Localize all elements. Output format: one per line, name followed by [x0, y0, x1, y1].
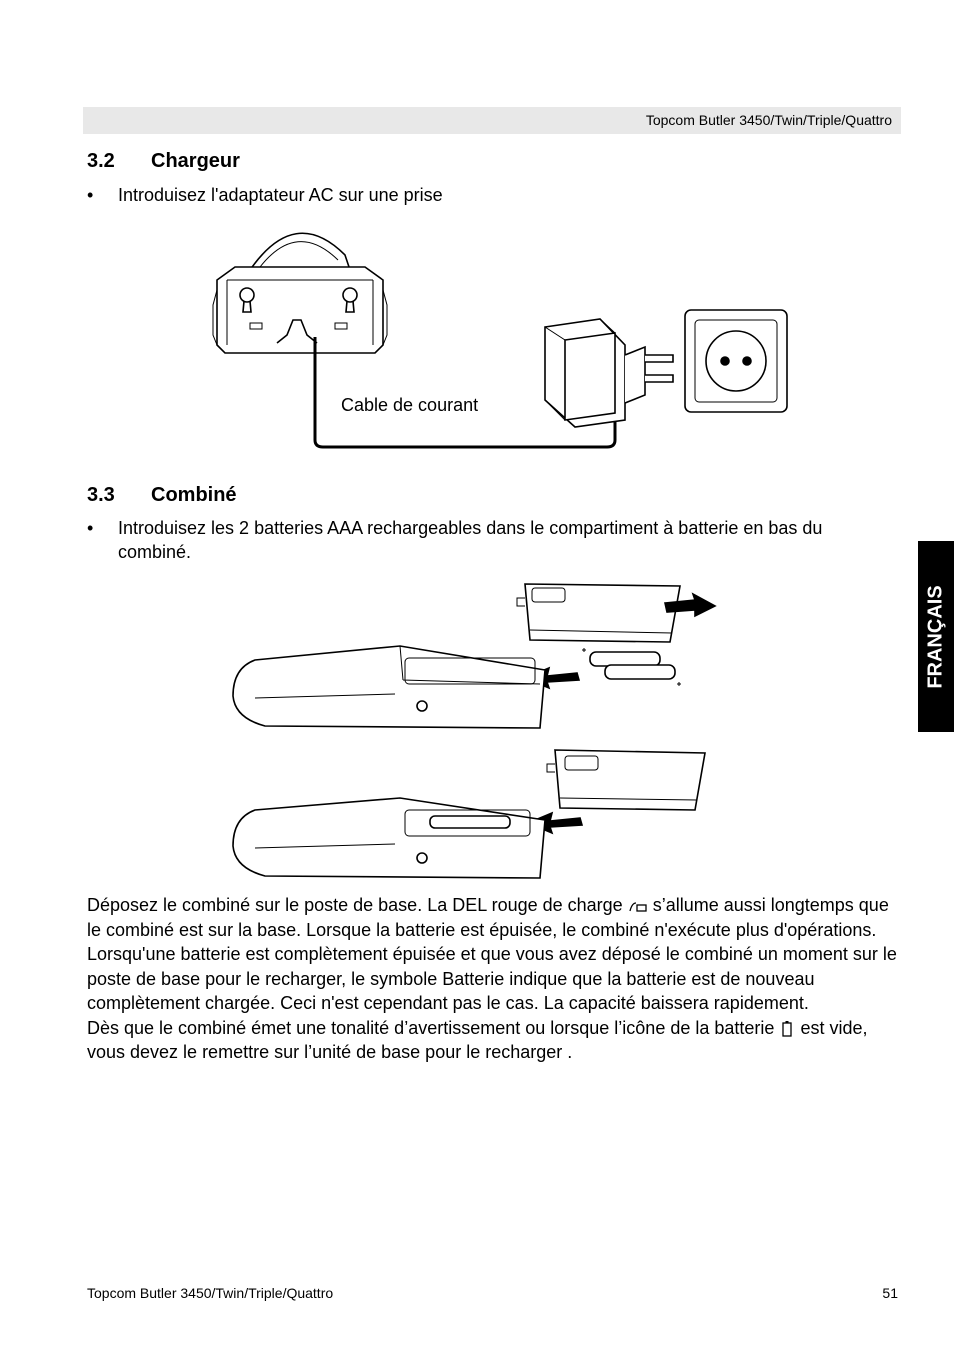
language-side-tab [918, 541, 954, 732]
paragraph-text-2b: est vide, vous devez le remettre sur l’unité de base pour le recharger . [87, 1017, 868, 1062]
body-paragraph [87, 893, 899, 1065]
cable-label: Cable de courant [341, 395, 479, 415]
paragraph-text-2a: Dès que le combiné émet une tonalité d’avertissement ou lorsque l’icône de la batterie [87, 1017, 775, 1038]
section-title: Combiné [151, 484, 237, 506]
section-heading-handset [87, 484, 237, 507]
page-number: 51 [882, 1285, 898, 1301]
bullet-text: Introduisez les 2 batteries AAA rechargeables dans le compartiment à batterie en bas du combiné. [118, 518, 823, 562]
bullet-handset [87, 516, 897, 564]
section-number: 3.3 [87, 484, 115, 506]
language-label: FRANÇAIS [924, 584, 947, 689]
handset-battery-illustration [225, 578, 725, 888]
bullet-text: Introduisez l'adaptateur AC sur une prise [118, 185, 443, 205]
section-title: Chargeur [151, 150, 240, 172]
bullet-charger [87, 183, 897, 207]
bullet-dot: • [87, 185, 94, 205]
header-bar [83, 107, 901, 134]
charge-led-icon [628, 899, 648, 913]
paragraph-text-1b: s’allume aussi longtemps que le combiné est sur la base. Lorsque la batterie est épuisée, le combiné n'exécute plus d'opérations. Lorsqu'une batterie est complètement épuisée et que vous avez déposé le combiné un moment sur le poste de base pour le recharger, le symbole Batterie indique que la batterie est de nouveau complètement chargée. Ceci n'est cependant pas le cas. La capacité baissera rapidement. [87, 895, 897, 1013]
paragraph-text-1a: Déposez le combiné sur le poste de base. La DEL rouge de charge [87, 895, 623, 915]
section-heading-charger [87, 150, 240, 173]
section-number: 3.2 [87, 150, 115, 172]
footer-title: Topcom Butler 3450/Twin/Triple/Quattro [87, 1285, 334, 1301]
header-title: Topcom Butler 3450/Twin/Triple/Quattro [645, 112, 892, 128]
battery-icon [779, 1020, 795, 1038]
charger-illustration [205, 215, 805, 455]
bullet-dot: • [87, 518, 94, 538]
